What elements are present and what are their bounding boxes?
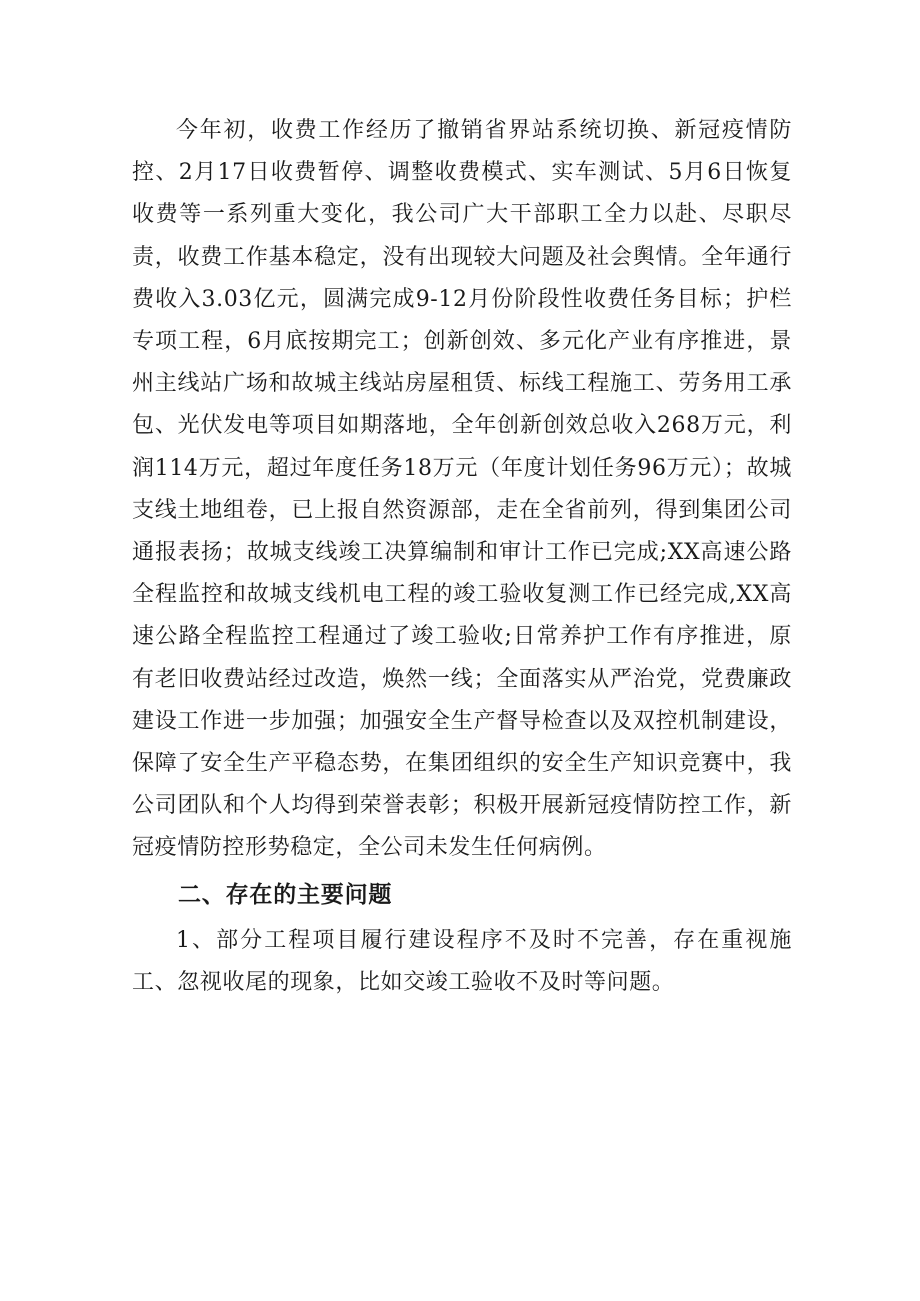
issue-paragraph: 1、部分工程项目履行建设程序不及时不完善，存在重视施工、忽视收尾的现象，比如交竣工验收不及时等问题。 xyxy=(132,927,792,995)
section-heading: 二、存在的主要问题 xyxy=(178,881,393,908)
document-body xyxy=(132,110,792,1004)
summary-paragraph: 今年初，收费工作经历了撤销省界站系统切换、新冠疫情防控、2月17日收费暂停、调整收费模式、实车测试、5月6日恢复收费等一系列重大变化，我公司广大干部职工全力以赴、尽职尽责，收费工作基本稳定，没有出现较大问题及社会舆情。全年通行费收入3.03亿元，圆满完成9-12月份阶段性收费任务目标；护栏专项工程，6月底按期完工；创新创效、多元化产业有序推进，景州主线站广场和故城主线站房屋租赁、标线工程施工、劳务用工承包、光伏发电等项目如期落地，全年创新创效总收入268万元，利润114万元，超过年度任务18万元（年度计划任务96万元）；故城支线土地组卷，已上报自然资源部，走在全省前列，得到集团公司通报表扬；故城支线竣工决算编制和审计工作已完成;XX高速公路全程监控和故城支线机电工程的竣工验收复测工作已经完成,XX高速公路全程监控工程通过了竣工验收;日常养护工作有序推进，原有老旧收费站经过改造，焕然一线；全面落实从严治党，党费廉政建设工作进一步加强；加强安全生产督导检查以及双控机制建设，保障了安全生产平稳态势，在集团组织的安全生产知识竞赛中，我公司团队和个人均得到荣誉表彰；积极开展新冠疫情防控工作，新冠疫情防控形势稳定，全公司未发生任何病例。 xyxy=(132,118,792,861)
